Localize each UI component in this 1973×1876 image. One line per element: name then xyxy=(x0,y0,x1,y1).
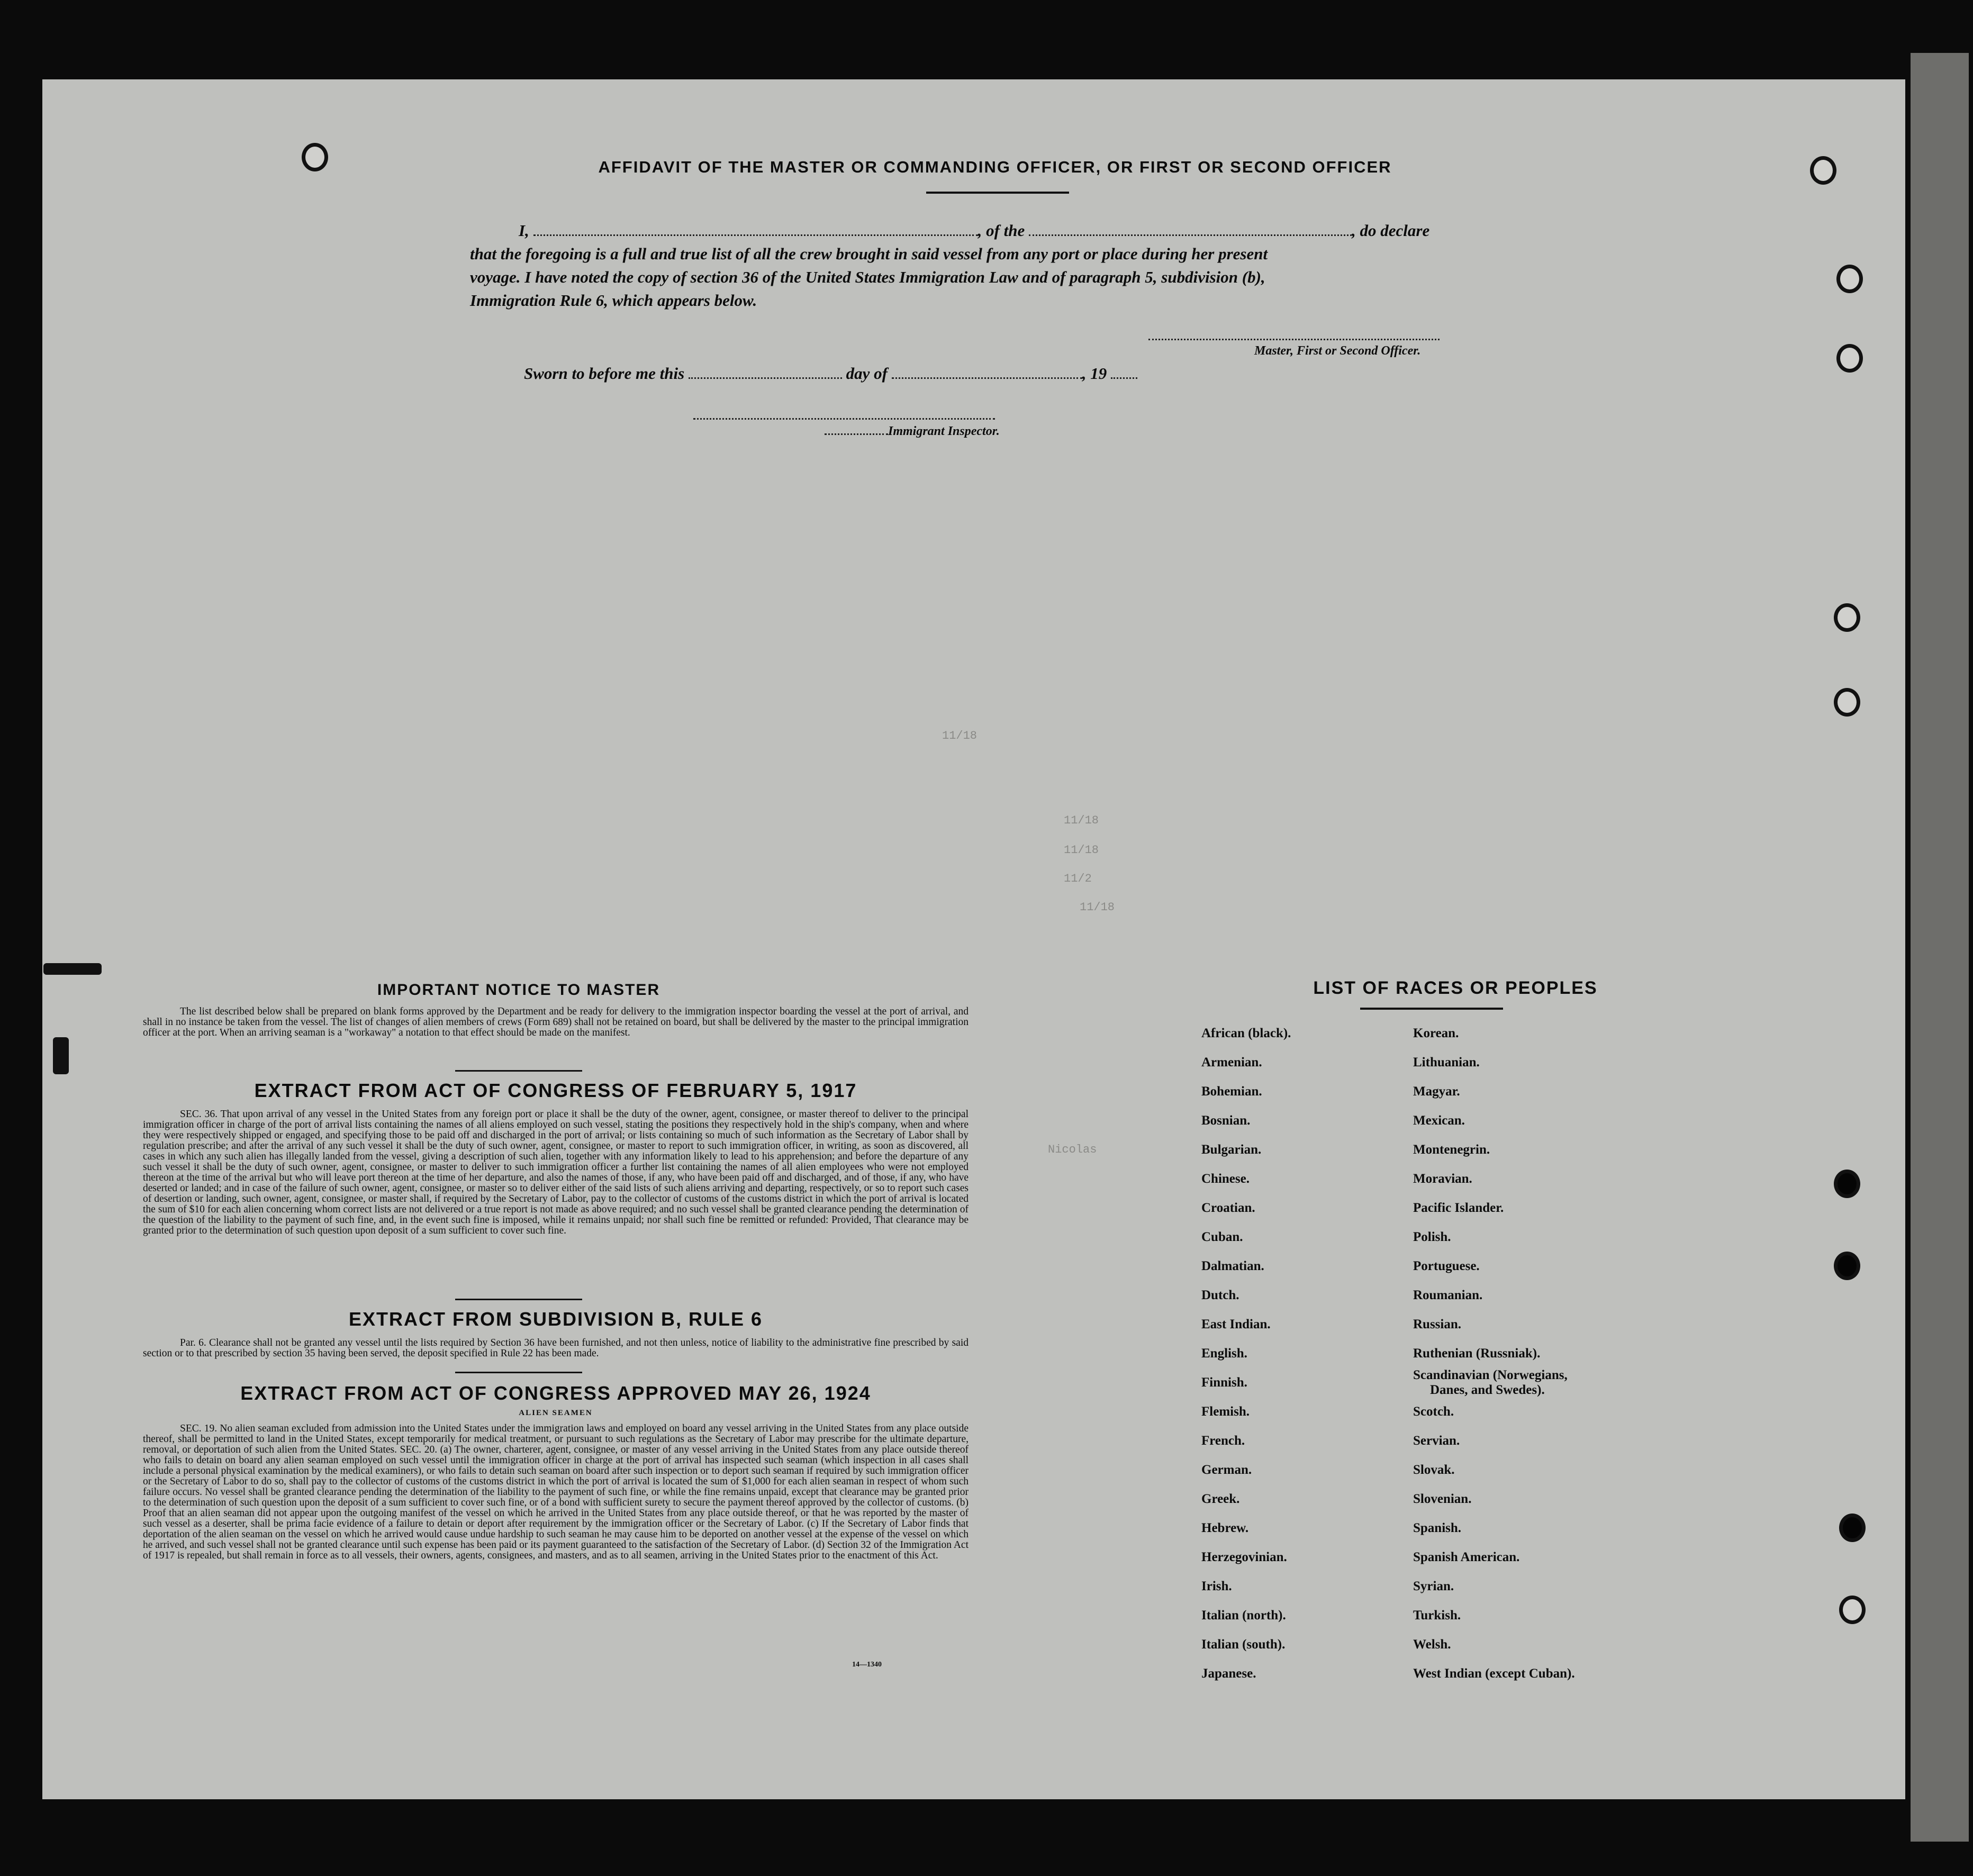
race-item: Slovak. xyxy=(1413,1463,1455,1477)
punch-hole xyxy=(1834,1170,1860,1198)
extract-1924-subtitle: ALIEN SEAMEN xyxy=(519,1409,593,1417)
notice-text: The list described below shall be prepared on blank forms approved by the Department and be ready for delivery to the immigration inspector boarding the vessel at the port of arrival, and shall in no instance be taken from the vessel. The list of changes of alien members of crews (Form 689) shall not be retained on board, but shall be delivered by the master to the principal immigration officer at the port. When an arriving seaman is a "workaway" a notation to that effect should be made on the manifest. xyxy=(143,1006,969,1038)
inspector-dots xyxy=(825,433,888,435)
affidavit-title-rule xyxy=(926,192,1069,194)
punch-hole xyxy=(302,143,328,171)
race-item: African (black). xyxy=(1201,1026,1291,1040)
extract-1924-title: EXTRACT FROM ACT OF CONGRESS APPROVED MAY 26, 1924 xyxy=(240,1382,871,1404)
race-item: French. xyxy=(1201,1434,1245,1448)
race-item: German. xyxy=(1201,1463,1252,1477)
name-blank xyxy=(533,234,978,236)
document-sheet xyxy=(42,79,1905,1799)
sworn-year-blank xyxy=(1111,377,1137,379)
race-item: Scotch. xyxy=(1413,1404,1454,1419)
race-item: Russian. xyxy=(1413,1317,1462,1331)
bleed-through-4: 11/18 xyxy=(1080,901,1115,914)
race-item: Korean. xyxy=(1413,1026,1459,1040)
race-item: West Indian (except Cuban). xyxy=(1413,1666,1575,1681)
affidavit-line1-a: I, xyxy=(519,221,529,240)
bleed-through-1: 11/18 xyxy=(1064,814,1099,827)
master-signature-label: Master, First or Second Officer. xyxy=(1254,344,1421,358)
race-item: Bohemian. xyxy=(1201,1084,1262,1099)
race-item: English. xyxy=(1201,1346,1247,1361)
affidavit-line-4: Immigration Rule 6, which appears below. xyxy=(470,291,757,310)
ink-blot xyxy=(53,1037,69,1074)
race-item: Syrian. xyxy=(1413,1579,1454,1593)
race-item: Polish. xyxy=(1413,1230,1451,1244)
bleed-through-3: 11/2 xyxy=(1064,872,1092,885)
bleed-through-2: 11/18 xyxy=(1064,844,1099,857)
sworn-b: day of xyxy=(846,364,888,383)
race-item: Magyar. xyxy=(1413,1084,1460,1099)
race-item: Croatian. xyxy=(1201,1201,1255,1215)
race-item: Lithuanian. xyxy=(1413,1055,1480,1070)
race-item: Roumanian. xyxy=(1413,1288,1483,1302)
race-item: Slovenian. xyxy=(1413,1492,1472,1506)
race-item: Italian (south). xyxy=(1201,1637,1286,1652)
race-item: Armenian. xyxy=(1201,1055,1262,1070)
punch-hole xyxy=(1834,603,1860,632)
race-item: Cuban. xyxy=(1201,1230,1243,1244)
punch-hole xyxy=(1836,265,1863,293)
binding-edge xyxy=(1911,53,1969,1842)
punch-hole xyxy=(1839,1596,1866,1624)
affidavit-title: AFFIDAVIT OF THE MASTER OR COMMANDING OFFICER, OR FIRST OR SECOND OFFICER xyxy=(598,158,1392,176)
affidavit-line-3: voyage. I have noted the copy of section 36 of the United States Immigration Law and of paragraph 5, subdivision (b), xyxy=(470,268,1265,286)
affidavit-line1-b: , of the xyxy=(978,221,1025,240)
race-item: Dutch. xyxy=(1201,1288,1239,1302)
race-item: East Indian. xyxy=(1201,1317,1271,1331)
sworn-day-blank xyxy=(689,377,842,379)
affidavit-line-1 xyxy=(519,221,1429,240)
sworn-month-blank xyxy=(892,377,1082,379)
race-item: Ruthenian (Russniak). xyxy=(1413,1346,1541,1361)
form-number: 14—1340 xyxy=(852,1661,882,1669)
affidavit-line1-c: , do declare xyxy=(1352,221,1430,240)
race-item-continuation: Danes, and Swedes). xyxy=(1430,1383,1545,1397)
race-item: Hebrew. xyxy=(1201,1521,1249,1535)
race-item: Italian (north). xyxy=(1201,1608,1286,1623)
race-item: Flemish. xyxy=(1201,1404,1250,1419)
race-item: Turkish. xyxy=(1413,1608,1461,1623)
vessel-blank xyxy=(1029,234,1352,236)
inspector-signature-label xyxy=(825,424,1000,439)
extract-1917-rule xyxy=(455,1299,582,1300)
ink-blot xyxy=(43,963,102,975)
notice-rule xyxy=(455,1070,582,1072)
notice-title: IMPORTANT NOTICE TO MASTER xyxy=(377,981,660,999)
races-title-rule xyxy=(1360,1008,1503,1010)
race-item: Bosnian. xyxy=(1201,1113,1251,1128)
inspector-signature-line xyxy=(693,418,995,420)
races-title: LIST OF RACES OR PEOPLES xyxy=(1313,978,1598,998)
punch-hole xyxy=(1834,1252,1860,1280)
race-item: Irish. xyxy=(1201,1579,1232,1593)
race-item: Spanish. xyxy=(1413,1521,1462,1535)
race-item: Finnish. xyxy=(1201,1375,1247,1390)
race-item: Herzegovinian. xyxy=(1201,1550,1287,1564)
inspector-label: Immigrant Inspector. xyxy=(888,424,1000,438)
extract-1924-text: SEC. 19. No alien seaman excluded from admission into the United States under the immigration laws and employed on board any vessel arriving in the United States from any place outside thereof, shall be permitted to land in the United States, except temporarily for medical treatment, or pursuant to such regulations as the Secretary of Labor may prescribe for the ultimate departure, removal, or deportation of such alien from the United States. SEC. 20. (a) The owner, charterer, agent, consignee, or master of any vessel arriving in the United States from any place outside thereof who fails to detain on board any alien seaman employed on such vessel until the immigration officer in charge at the port of arrival has inspected such seaman (which inspection in all cases shall include a personal physical examination by the medical examiners), or who fails to detain such seaman on board after such inspection or to deport such seaman if required by such immigration officer or the Secretary of Labor to do so, shall pay to the collector of customs of the customs district in which the port of arrival is located the sum of $1,000 for each alien seaman in respect of whom such failure occurs. No vessel shall be granted clearance pending the determination of the liability to the payment of such fine, or while the fine remains unpaid, except that clearance may be granted prior to the determination of such question upon the deposit of a sum sufficient to cover such fine, or of a bond with sufficient surety to secure the payment thereof approved by the collector of customs. (b) Proof that an alien seaman did not appear upon the outgoing manifest of the vessel on which he arrived in the United States from any place outside thereof, or that he was reported by the master of such vessel as a deserter, shall be prima facie evidence of a failure to detain or deport after requirement by the immigration officer or the Secretary of Labor. (c) If the Secretary of Labor finds that deportation of the alien seaman on the vessel on which he arrived would cause undue hardship to such seaman he may cause him to be deported on another vessel at the expense of the vessel on which he arrived, and such vessel shall not be granted clearance until such expense has been paid or its payment guaranteed to the satisfaction of the Secretary of Labor. (d) Section 32 of the Immigration Act of 1917 is repealed, but shall remain in force as to all vessels, their owners, agents, consignees, and masters, and as to all seamen, arriving in the United States prior to the enactment of this Act. xyxy=(143,1423,969,1561)
race-item: Mexican. xyxy=(1413,1113,1465,1128)
race-item: Japanese. xyxy=(1201,1666,1256,1681)
punch-hole xyxy=(1834,688,1860,717)
race-item: Montenegrin. xyxy=(1413,1143,1490,1157)
race-item: Spanish American. xyxy=(1413,1550,1520,1564)
extract-1917-text: SEC. 36. That upon arrival of any vessel in the United States from any foreign port or place it shall be the duty of the owner, agent, consignee, or master thereof to deliver to the principal immigration officer in charge of the port of arrival lists containing the names of all aliens employed on such vessel, stating the positions they respectively hold in the ship's company, when and where they were respectively shipped or engaged, and specifying those to be paid off and discharged in the port of arrival; or lists containing so much of such information as the Secretary of Labor shall by regulation prescribe; and after the arrival of any such vessel it shall be the duty of such owner, agent, consignee, or master to report to such immigration officer, in writing, as soon as discovered, all cases in which any such alien has illegally landed from the vessel, giving a description of such alien, together with any information likely to lead to his apprehension; and before the departure of any such vessel it shall be the duty of such owner, agent, consignee, or master to deliver to such immigration officer a further list containing the names of all alien employees who were not employed thereon at the time of the arrival but who will leave port thereon at the time of her departure, and also the names of those, if any, who have been paid off and discharged, and of those, if any, who have deserted or landed; and in case of the failure of such owner, agent, consignee, or master so to deliver either of the said lists of such aliens arriving and departing, respectively, or so to report such cases of desertion or landing, such owner, agent, consignee, or master shall, if required by the Secretary of Labor, pay to the collector of customs of the customs district in which the port of arrival is located the sum of $10 for each alien concerning whom correct lists are not delivered or a true report is not made as above required; and no such vessel shall be granted clearance pending the determination of the question of the liability to the payment of such fine, and, in the event such fine is imposed, while it remains unpaid; nor shall such fine be remitted or refunded: Provided, That clearance may be granted prior to the determination of such question upon deposit of a sum sufficient to cover such fine. xyxy=(143,1109,969,1236)
extract-rule6-rule xyxy=(455,1372,582,1373)
bleed-through-6: Nicolas xyxy=(1048,1143,1097,1156)
race-item: Greek. xyxy=(1201,1492,1240,1506)
sworn-a: Sworn to before me this xyxy=(524,364,685,383)
bleed-through-5: 11/18 xyxy=(942,729,978,742)
extract-rule6-text: Par. 6. Clearance shall not be granted any vessel until the lists required by Section 36 have been furnished, and not then unless, notice of liability to the administrative fine prescribed by said section or to that prescribed by section 35 having been served, the deposit specified in Rule 22 has been made. xyxy=(143,1337,969,1359)
sworn-c: , 19 xyxy=(1082,364,1107,383)
race-item: Bulgarian. xyxy=(1201,1143,1262,1157)
sworn-line xyxy=(524,364,1137,383)
race-item: Pacific Islander. xyxy=(1413,1201,1504,1215)
race-item: Servian. xyxy=(1413,1434,1460,1448)
race-item: Scandinavian (Norwegians, xyxy=(1413,1368,1568,1382)
race-item: Dalmatian. xyxy=(1201,1259,1264,1273)
punch-hole xyxy=(1836,344,1863,373)
punch-hole xyxy=(1839,1514,1866,1542)
extract-1917-title: EXTRACT FROM ACT OF CONGRESS OF FEBRUARY 5, 1917 xyxy=(254,1080,857,1101)
affidavit-line-2: that the foregoing is a full and true list of all the crew brought in said vessel from any port or place during her present xyxy=(470,244,1268,263)
race-item: Moravian. xyxy=(1413,1172,1472,1186)
extract-rule6-title: EXTRACT FROM SUBDIVISION B, RULE 6 xyxy=(348,1308,763,1330)
punch-hole xyxy=(1810,156,1836,185)
race-item: Portuguese. xyxy=(1413,1259,1480,1273)
race-item: Welsh. xyxy=(1413,1637,1451,1652)
master-signature-line xyxy=(1148,339,1440,340)
race-item: Chinese. xyxy=(1201,1172,1250,1186)
